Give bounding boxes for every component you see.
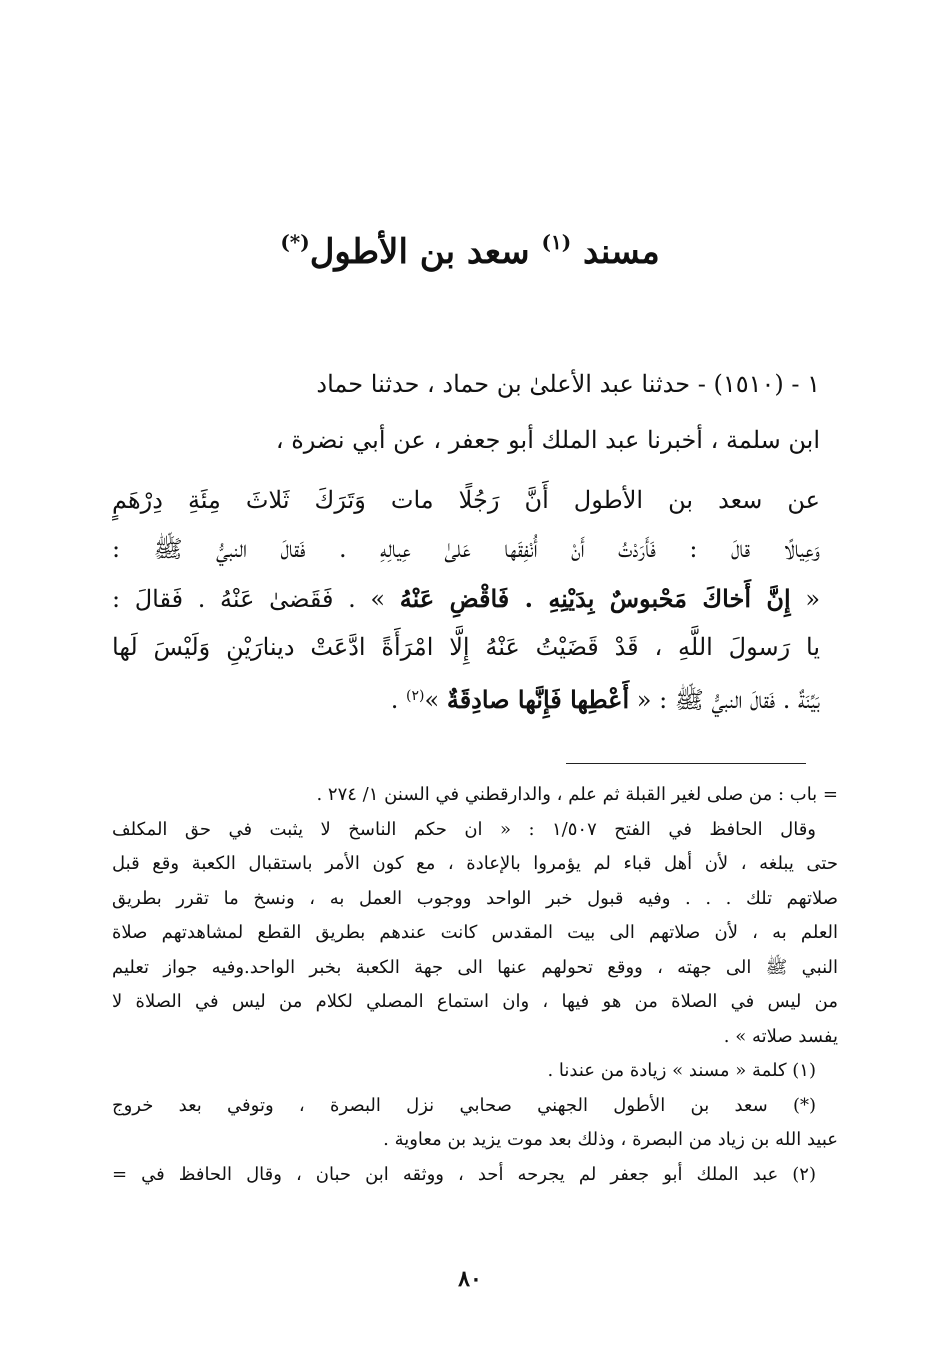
footnote-line: = باب : من صلى لغير القبلة ثم علم ، والدارقطني في السنن ١/ ٢٧٤ . — [316, 784, 838, 805]
matn-line-5 — [112, 672, 820, 721]
isnad-line-2: ابن سلمة ، أخبرنا عبد الملك أبو جعفر ، عن أبي نضرة ، — [275, 426, 820, 454]
title-star-ref: (*) — [280, 230, 310, 254]
footnote-1: (١) كلمة « مسند » زيادة من عندنا . — [547, 1060, 816, 1081]
quote-close: » — [424, 686, 440, 714]
footnote-line: عبيد الله بن زياد من البصرة ، وذلك بعد موت يزيد بن معاوية . — [383, 1129, 838, 1150]
matn-end-period: . — [390, 686, 399, 714]
footnote-line: يفسد صلاته » . — [723, 1025, 838, 1047]
hadith-isnad — [112, 356, 820, 468]
page-number: ٨٠ — [458, 1266, 482, 1292]
footnote-line: حتى يبلغه ، لأن أهل قباء لم يؤمروا بالإعادة ، مع كون الأمر باستقبال الكعبة وقع قبل — [112, 853, 838, 874]
quote-open: « — [805, 585, 820, 613]
hadith-number: ١ - (١٥١٠) - — [697, 370, 820, 398]
page-title — [200, 218, 740, 276]
hadith-matn — [112, 476, 820, 721]
footnote-line: صلاتهم تلك . . . وفيه قبول خبر الواحد ووجوب العمل به ، ونسخ ما تقرر بطريق — [112, 887, 838, 909]
footnote-line: وقال الحافظ في الفتح ١/٥٠٧ : « ان حكم الناسخ لا يثبت في حق المكلف — [112, 818, 816, 840]
footnote-divider — [566, 763, 806, 764]
footnotes — [112, 778, 838, 1192]
isnad-line-1 — [112, 356, 820, 412]
footnote-line: من ليس في الصلاة من هو فيها ، وان استماع المصلي لكلام من ليس في الصلاة لا — [112, 991, 838, 1012]
matn-line-3-rest: » . فَقَضىٰ عَنْهُ . فَقالَ : — [112, 585, 386, 613]
matn-line-4: يا رَسولَ اللَّهِ ، قَدْ قَضَيْتُ عَنْهُ إِلَّا امْرَأَةً ادَّعَتْ دينارَيْنِ وَلَيْسَ لَها — [112, 633, 820, 661]
title-musnad: مسند — [583, 232, 660, 272]
title-companion-name: سعد بن الأطول — [309, 232, 530, 272]
footnote-line: العلم به ، لأن صلاتهم الى بيت المقدس كانت عندهم بطريق القطع لمشاهدتهم صلاة — [112, 922, 838, 943]
footnote-star: (*) سعد بن الأطول الجهني صحابي نزل البصرة ، وتوفي بعد خروج — [112, 1094, 816, 1116]
prophet-saying-1: إِنَّ أَخاكَ مَحْبوسٌ بِدَيْنِهِ . فَاقْضِ عَنْهُ — [399, 584, 791, 613]
matn-line-5-start: بَيِّنَةٌ . فَقالَ النبيُّ ﷺ : « — [636, 686, 820, 714]
footnote-ref-2: (٢) — [406, 688, 425, 704]
isnad-text-1: حدثنا عبد الأعلىٰ بن حماد ، حدثنا حماد — [316, 370, 691, 398]
title-footnote-ref: (١) — [541, 230, 572, 254]
footnote-2: (٢) عبد الملك أبو جعفر لم يجرحه أحد ، ووثقه ابن حبان ، وقال الحافظ في = — [112, 1163, 816, 1185]
prophet-saying-2: أَعْطِها فَإِنَّها صادِقَةٌ — [446, 685, 630, 714]
footnote-line: النبي ﷺ الى جهته ، ووقع تحولهم عنها الى جهة الكعبة بخبر الواحد.وفيه جواز تعليم — [112, 956, 838, 978]
matn-line-2: وَعِيالًا قالَ : فَأَرَدْتُ أَنْ أُنْفِقَها عَلىٰ عِيالِهِ . فَقالَ النبيُّ ﷺ : — [112, 535, 820, 563]
matn-line-1: عن سعد بن الأطول أَنَّ رَجُلًا مات وَتَرَكَ ثَلاثَ مِئَةِ دِرْهَمٍ — [112, 486, 820, 514]
matn-line-3 — [112, 574, 820, 623]
